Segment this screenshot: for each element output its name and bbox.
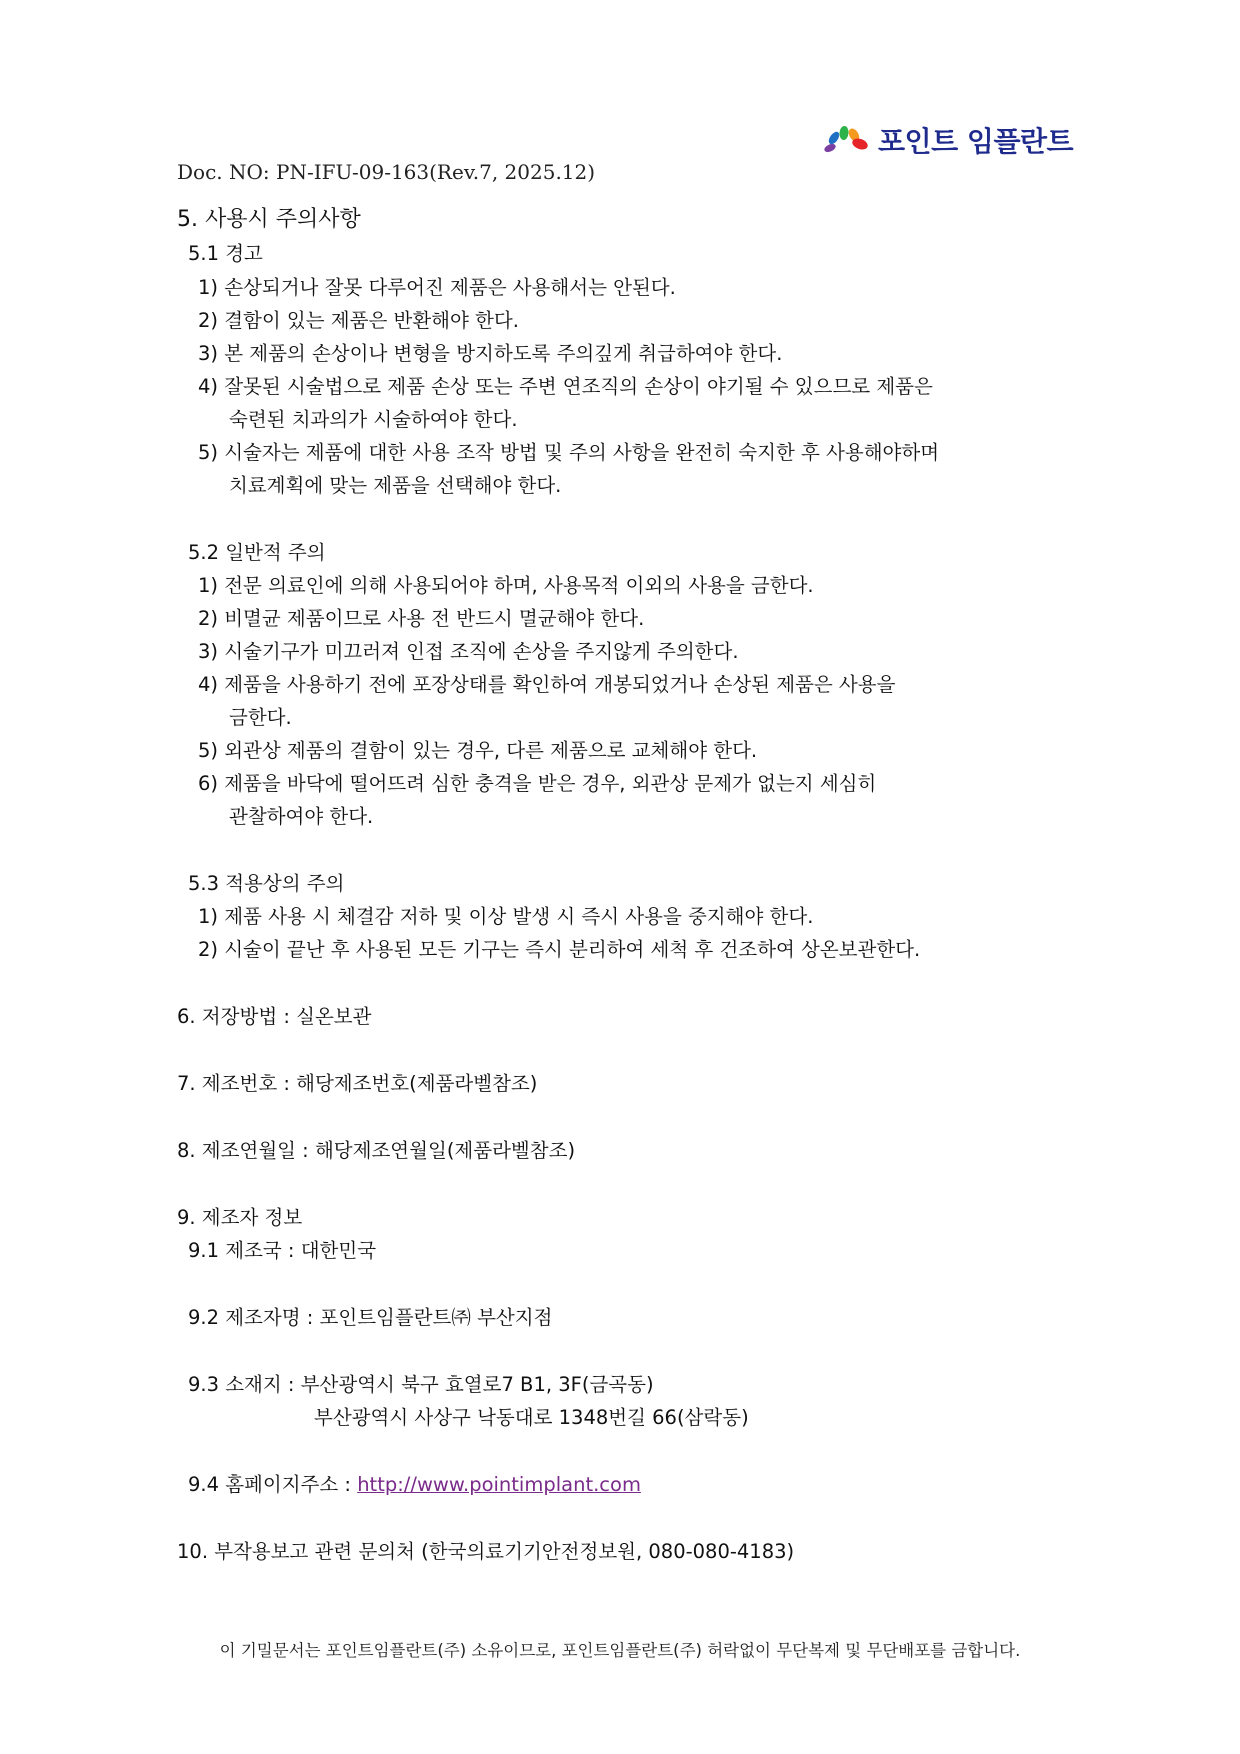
list-item-continuation: 금한다.: [229, 706, 292, 729]
list-item: 4) 제품을 사용하기 전에 포장상태를 확인하여 개봉되었거나 손상된 제품은 사용을: [198, 673, 896, 696]
list-item: 2) 시술이 끝난 후 사용된 모든 기구는 즉시 분리하여 세척 후 건조하여 상온보관한다.: [198, 938, 921, 961]
list-item: 2) 결함이 있는 제품은 반환해야 한다.: [198, 309, 519, 332]
homepage-link[interactable]: http://www.pointimplant.com: [357, 1473, 641, 1496]
section-7-lot-number: 7. 제조번호 : 해당제조번호(제품라벨참조): [177, 1072, 538, 1095]
list-item: 5) 외관상 제품의 결함이 있는 경우, 다른 제품으로 교체해야 한다.: [198, 739, 758, 762]
section-10-adverse-report-contact: 10. 부작용보고 관련 문의처 (한국의료기기안전정보원, 080-080-4183): [177, 1540, 795, 1563]
section-5-2-title: 5.2 일반적 주의: [188, 541, 326, 564]
list-item: 1) 손상되거나 잘못 다루어진 제품은 사용해서는 안된다.: [198, 276, 676, 299]
list-item-continuation: 관찰하여야 한다.: [229, 805, 374, 828]
list-item: 2) 비멸균 제품이므로 사용 전 반드시 멸균해야 한다.: [198, 607, 645, 630]
section-6-storage: 6. 저장방법 : 실온보관: [177, 1005, 372, 1028]
company-logo: [820, 118, 1073, 162]
list-item: 3) 시술기구가 미끄러져 인접 조직에 손상을 주지않게 주의한다.: [198, 640, 739, 663]
document-number: Doc. NO: PN-IFU-09-163(Rev.7, 2025.12): [177, 160, 596, 184]
list-item: 1) 제품 사용 시 체결감 저하 및 이상 발생 시 즉시 사용을 중지해야 한다.: [198, 905, 814, 928]
list-item: 6) 제품을 바닥에 떨어뜨려 심한 충격을 받은 경우, 외관상 문제가 없는지 세심히: [198, 772, 877, 795]
list-item-continuation: 치료계획에 맞는 제품을 선택해야 한다.: [229, 474, 562, 497]
confidentiality-footer: 이 기밀문서는 포인트임플란트(주) 소유이므로, 포인트임플란트(주) 허락없이 무단복제 및 무단배포를 금합니다.: [219, 1641, 1021, 1660]
logo-text: 포인트 임플란트: [878, 125, 1074, 158]
list-item-continuation: 숙련된 치과의가 시술하여야 한다.: [229, 408, 518, 431]
section-9-3-address-line2: 부산광역시 사상구 낙동대로 1348번길 66(삼락동): [314, 1406, 749, 1429]
section-8-manufacture-date: 8. 제조연월일 : 해당제조연월일(제품라벨참조): [177, 1139, 576, 1162]
section-9-3-address: 9.3 소재지 : 부산광역시 북구 효열로7 B1, 3F(금곡동): [188, 1373, 654, 1396]
section-5-1-title: 5.1 경고: [188, 242, 263, 265]
logo-petal-icon: [820, 122, 870, 158]
list-item: 5) 시술자는 제품에 대한 사용 조작 방법 및 주의 사항을 완전히 숙지한 후 사용해야하며: [198, 441, 940, 464]
section-9-1-country: 9.1 제조국 : 대한민국: [188, 1239, 377, 1262]
section-9-4-homepage: [188, 1469, 641, 1497]
list-item: 1) 전문 의료인에 의해 사용되어야 하며, 사용목적 이외의 사용을 금한다.: [198, 574, 814, 597]
homepage-label: 9.4 홈페이지주소 :: [188, 1473, 358, 1496]
list-item: 4) 잘못된 시술법으로 제품 손상 또는 주변 연조직의 손상이 야기될 수 있으므로 제품은: [198, 375, 933, 398]
section-5-3-title: 5.3 적용상의 주의: [188, 872, 345, 895]
section-9-title: 9. 제조자 정보: [177, 1206, 303, 1229]
list-item: 3) 본 제품의 손상이나 변형을 방지하도록 주의깊게 취급하여야 한다.: [198, 342, 783, 365]
section-5-title: 5. 사용시 주의사항: [177, 207, 361, 232]
section-9-2-manufacturer: 9.2 제조자명 : 포인트임플란트㈜ 부산지점: [188, 1306, 553, 1329]
